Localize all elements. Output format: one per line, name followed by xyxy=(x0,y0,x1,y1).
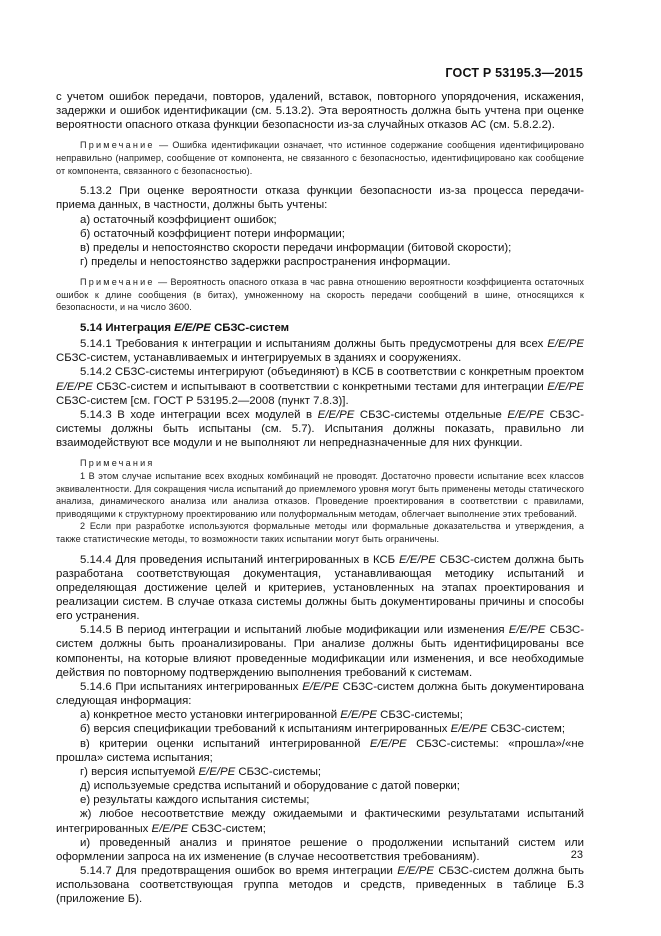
note: Примечание — Ошибка идентификации означает, что истинное содержание сообщения идентифицировано неправильно (например, сообщение от компонента, не связанного с безопасностью, идентифицировано как сообщение от компонента, связанного с безопасностью). xyxy=(56,140,584,176)
paragraph: а) конкретное место установки интегрированной E/E/PE СБЗС-системы; xyxy=(80,709,463,722)
paragraph: в) критерии оценки испытаний интегрированной E/E/PE СБЗС-системы: «прошла»/«не прошла» система испытания; xyxy=(56,737,584,764)
note-label: Примечание xyxy=(80,140,155,151)
paragraph: 5.14.3 В ходе интеграции всех модулей в E/E/PE СБЗС-системы отдельные E/E/PE СБЗС-системы должны быть испытаны (см. 5.7). Испытания должны показать, правильно ли взаимодействуют все модули и не выполняют ли непредназначенные для них функции. xyxy=(56,408,585,450)
paragraph: д) используемые средства испытаний и оборудование с датой поверки; xyxy=(80,780,460,793)
paragraph: б) остаточный коэффициент потери информации; xyxy=(80,227,345,240)
paragraph: в) пределы и непостоянство скорости передачи информации (битовой скорости); xyxy=(80,241,512,254)
paragraph: и) проведенный анализ и принятое решение о продолжении испытаний систем или оформлении запроса на их изменение (в случае несоответствия требованиям). xyxy=(56,836,584,863)
document-body xyxy=(56,90,584,906)
paragraph: г) версия испытуемой E/E/PE СБЗС-системы; xyxy=(80,765,322,778)
page-number: 23 xyxy=(570,849,583,861)
paragraph: 5.14.7 Для предотвращения ошибок во время интеграции E/E/PE СБЗС-систем должна быть использована соответствующая группа методов и средств, приведенных в таблице Б.3 (приложение Б). xyxy=(56,864,584,906)
paragraph: 5.13.2 При оценке вероятности отказа функции безопасности из-за процесса передачи-приема данных, в частности, должны быть учтены: xyxy=(56,185,584,212)
paragraph: б) версия спецификации требований к испытаниям интегрированных E/E/PE СБЗС-систем; xyxy=(80,723,566,736)
paragraph: 5.14.6 При испытаниях интегрированных E/E/PE СБЗС-систем должна быть документирована следующая информация: xyxy=(56,680,584,708)
paragraph: 5.14.5 В период интеграции и испытаний любые модификации или изменения E/E/PE СБЗС-систем должны быть проанализированы. При анализе должны быть идентифицированы все компоненты, на которые влияют проведенные модификации или изменения, и все необходимые действия по повторному подтверждению выполнения требований к системам. xyxy=(56,624,585,679)
notes-heading: Примечания xyxy=(80,458,155,469)
note-label: Примечание xyxy=(80,277,155,288)
section-heading: 5.14 Интеграция E/E/PE СБЗС-систем xyxy=(80,321,290,334)
paragraph: ж) любое несоответствие между ожидаемыми и фактическими результатами испытаний интегрированных E/E/PE СБЗС-систем; xyxy=(56,808,584,835)
paragraph: г) пределы и непостоянство задержки распространения информации. xyxy=(80,256,451,269)
note-item: 2 Если при разработке используются формальные методы или формальные доказательства и утверждения, а также статистические методы, то возможности таких испытании могут быть ограничены. xyxy=(56,521,584,544)
paragraph: а) остаточный коэффициент ошибок; xyxy=(80,213,277,226)
note-item: 1 В этом случае испытание всех входных комбинаций не проводят. Достаточно провести испытание всех классов эквивалентности. Для сокращения числа испытаний до приемлемого уровня могут быть применены методы статического анализа, динамического анализа или анализа отказов. Проведение проектирования в соответствии с правилами, приводящими к структурному проектированию или полуформальным методам, облегчает выполнение этих требований. xyxy=(56,470,584,519)
paragraph: 5.14.2 СБЗС-системы интегрируют (объединяют) в КСБ в соответствии с конкретным проектом E/E/PE СБЗС-систем и испытывают в соответствии с конкретными тестами для интеграции E/E/PE СБЗС-систем [см. ГОСТ Р 53195.2—2008 (пункт 7.8.3)]. xyxy=(56,366,584,407)
paragraph: 5.14.1 Требования к интеграции и испытаниям должны быть предусмотрены для всех E/E/PE СБЗС-систем, устанавливаемых и интегрируемых в зданиях и сооружениях. xyxy=(56,338,584,365)
paragraph: с учетом ошибок передачи, повторов, удалений, вставок, повторного упорядочения, искажения, задержки и ошибок идентификации (см. 5.13.2). Эта вероятность должна быть учтена при оценке вероятности опасного отказа функции безопасности из-за случайных отказов АС (см. 5.8.2.2). xyxy=(56,91,584,132)
document-id-header: ГОСТ Р 53195.3—2015 xyxy=(445,66,583,80)
paragraph: 5.14.4 Для проведения испытаний интегрированных в КСБ E/E/PE СБЗС-систем должна быть разработана соответствующая документация, устанавливающая методику испытаний и определяющая достижение целей и критериев, установленных на этапах проектирования и реализации систем. В случае отказа системы должны быть документированы причины и способы его устранения. xyxy=(56,553,584,623)
paragraph: е) результаты каждого испытания системы; xyxy=(80,794,310,807)
note: Примечание — Вероятность опасного отказа в час равна отношению вероятности коэффициента остаточных ошибок к длине сообщения (в битах), умноженному на скорость передачи сообщений в шине, относящихся к безопасности, и на число 3600. xyxy=(56,277,584,313)
